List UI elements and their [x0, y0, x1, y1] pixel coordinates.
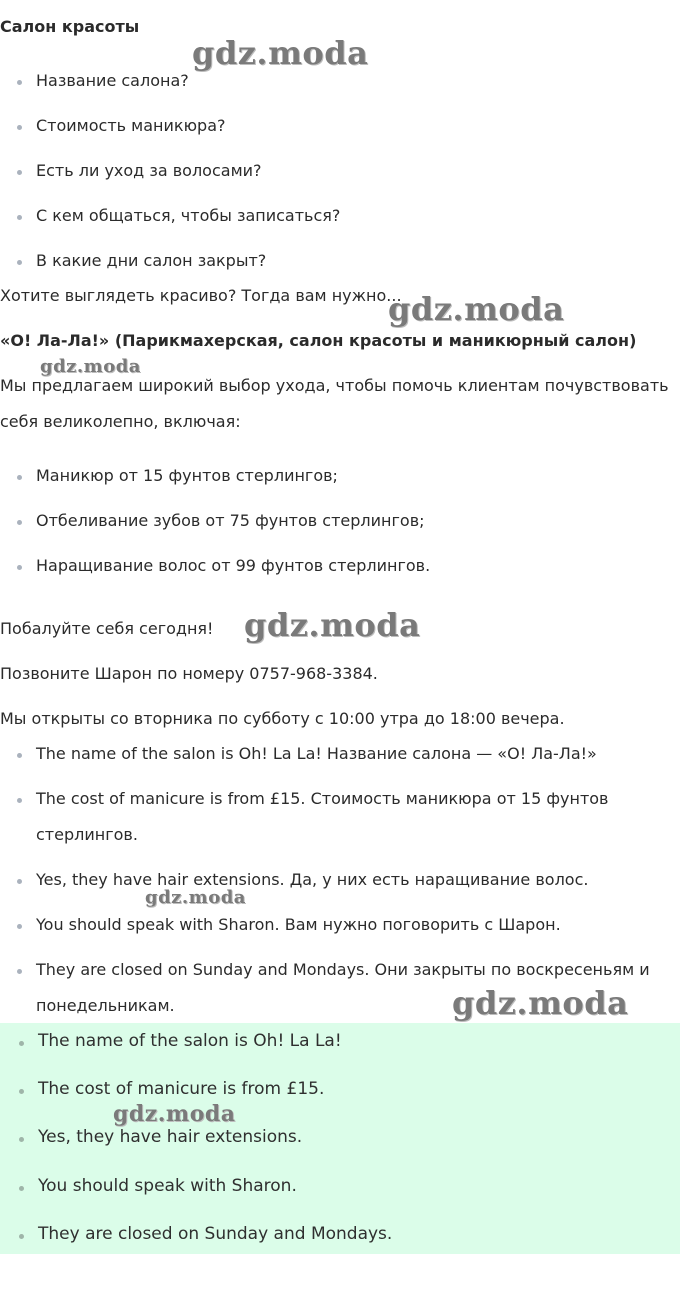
answer-item: You should speak with Sharon. [38, 1176, 297, 1196]
watermark-logo: gdz.moda [388, 290, 565, 328]
service-item: Отбеливание зубов от 75 фунтов стерлингов; [36, 511, 425, 530]
answer-box [0, 1023, 680, 1254]
translated-answer-item: They are closed on Sunday and Mondays. Они закрыты по воскресеньям и [36, 960, 650, 979]
ad-call: Позвоните Шарон по номеру 0757-968-3384. [0, 664, 378, 683]
translated-answer-item: Yes, they have hair extensions. Да, у них есть наращивание волос. [36, 870, 589, 889]
ad-offer-line-1: Мы предлагаем широкий выбор ухода, чтобы помочь клиентам почувствовать [0, 376, 669, 395]
translated-answer-continuation: понедельникам. [36, 996, 175, 1015]
watermark-logo: gdz.moda [40, 356, 141, 377]
ad-hours: Мы открыты со вторника по субботу с 10:00 утра до 18:00 вечера. [0, 709, 565, 728]
answer-item: They are closed on Sunday and Mondays. [38, 1224, 393, 1244]
service-item: Маникюр от 15 фунтов стерлингов; [36, 466, 338, 485]
watermark-logo: gdz.moda [192, 34, 369, 72]
question-item: Есть ли уход за волосами? [36, 161, 262, 180]
ad-heading: «О! Ла-Ла!» (Парикмахерская, салон красоты и маникюрный салон) [0, 331, 637, 350]
question-item: С кем общаться, чтобы записаться? [36, 206, 341, 225]
ad-intro: Хотите выглядеть красиво? Тогда вам нужно... [0, 286, 402, 305]
answer-item: Yes, they have hair extensions. [38, 1127, 303, 1147]
section-title: Салон красоты [0, 17, 140, 36]
watermark-logo: gdz.moda [113, 1101, 236, 1127]
watermark-logo: gdz.moda [452, 984, 629, 1022]
ad-treat: Побалуйте себя сегодня! [0, 619, 214, 638]
translated-answer-continuation: стерлингов. [36, 825, 138, 844]
translated-answer-item: You should speak with Sharon. Вам нужно поговорить с Шарон. [36, 915, 561, 934]
question-item: Стоимость маникюра? [36, 116, 226, 135]
question-item: Название салона? [36, 71, 189, 90]
service-item: Наращивание волос от 99 фунтов стерлингов. [36, 556, 431, 575]
watermark-logo: gdz.moda [244, 606, 421, 644]
translated-answer-item: The cost of manicure is from £15. Стоимость маникюра от 15 фунтов [36, 789, 609, 808]
ad-offer-line-2: себя великолепно, включая: [0, 412, 241, 431]
question-item: В какие дни салон закрыт? [36, 251, 267, 270]
answer-item: The cost of manicure is from £15. [38, 1079, 325, 1099]
answer-item: The name of the salon is Oh! La La! [38, 1031, 342, 1051]
translated-answer-item: The name of the salon is Oh! La La! Название салона — «О! Ла-Ла!» [36, 744, 597, 763]
watermark-logo: gdz.moda [145, 887, 246, 908]
